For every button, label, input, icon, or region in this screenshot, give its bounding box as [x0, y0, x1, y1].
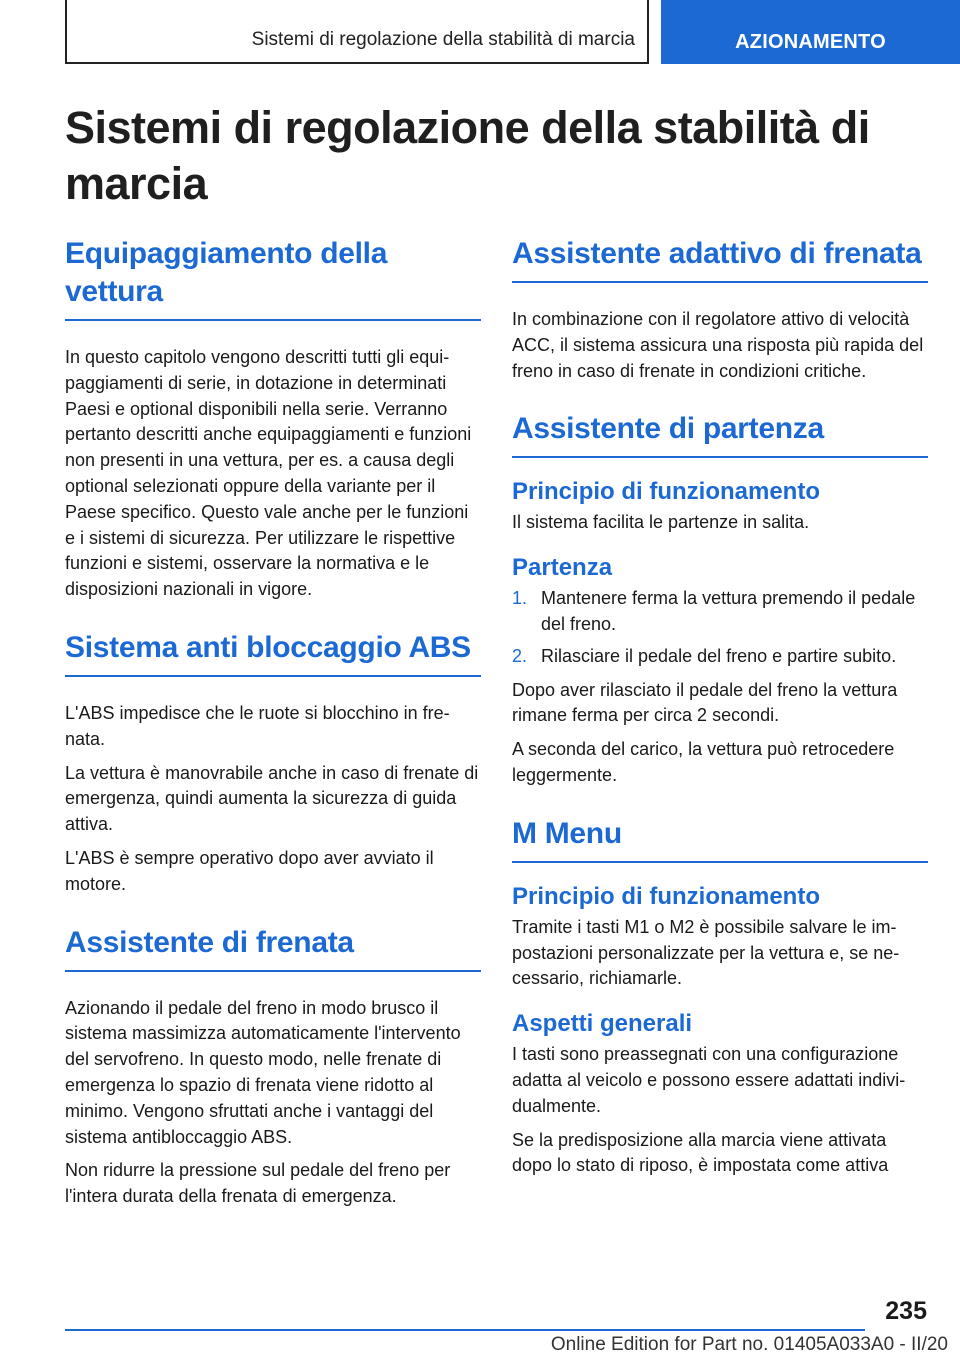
- paragraph-partenza-2: Dopo aver rilasciato il pedale del freno la vettura rimane ferma per circa 2 secondi.: [512, 679, 898, 726]
- list-item: [512, 644, 928, 670]
- page-number: 235: [885, 1297, 927, 1325]
- steps-list: [512, 586, 928, 669]
- paragraph-principio-m-menu: Tramite i tasti M1 o M2 è possibile salvare le impostazioni personalizzate per la vettura e, se necessario, richiamarle.: [512, 916, 900, 989]
- heading-assistente-partenza: Assistente di partenza: [512, 410, 928, 458]
- heading-assistente-adattivo: Assistente adattivo di frenata: [512, 235, 928, 283]
- heading-abs: Sistema anti bloccaggio ABS: [65, 629, 481, 677]
- paragraph-frenata-2: Non ridurre la pressione sul pedale del freno per l'intera durata della frenata di emergenza.: [65, 1160, 451, 1207]
- paragraph-equipaggiamento: In questo capitolo vengono descritti tutti gli equipaggiamenti di serie, in dotazione in determinati Paesi e optional disponibili nella serie. Verranno pertanto descritti anche equipaggiamenti e funzioni non presenti in una vettura, per es. a causa degli optional selezionati oppure della variante per il Paese specifico. Questo vale anche per le funzioni e i sistemi di sicurezza. Per utilizzare le rispettive funzioni e sistemi, osservare la normativa e le disposizioni nazionali in vigore.: [65, 347, 472, 600]
- page-title: Sistemi di regolazione della stabilità di marcia: [65, 102, 870, 209]
- paragraph-abs-1: L'ABS impedisce che le ruote si blocchino in frenata.: [65, 702, 450, 749]
- subheading-principio-m-menu: Principio di funzionamento: [512, 882, 820, 910]
- paragraph-aspetti-1: I tasti sono preassegnati con una configurazione adatta al veicolo e possono essere adattati individualmente.: [512, 1044, 906, 1116]
- subheading-aspetti-generali: Aspetti generali: [512, 1010, 693, 1038]
- list-item: [512, 586, 928, 638]
- heading-m-menu: M Menu: [512, 815, 928, 863]
- paragraph-adattivo: In combinazione con il regolatore attivo di velocità ACC, il sistema assicura una risposta più rapida del freno in caso di frenate in condizioni critiche.: [512, 309, 924, 381]
- paragraph-frenata-1: Azionando il pedale del freno in modo brusco il sistema massimizza automaticamente l'intervento del servofreno. In questo modo, nelle frenate di emergenza lo spazio di frenata viene ridotto al minimo. Vengono sfruttati anche i vantaggi del sistema antibloccaggio ABS.: [65, 997, 461, 1147]
- subheading-principio-partenza: Principio di funzionamento: [512, 478, 820, 506]
- footer-divider: [65, 1329, 865, 1331]
- subheading-partenza: Partenza: [512, 554, 613, 582]
- step-number: 1.: [512, 588, 528, 609]
- paragraph-abs-2: La vettura è manovrabile anche in caso di frenate di emergenza, quindi aumenta la sicurezza di guida attiva.: [65, 762, 479, 835]
- paragraph-principio-partenza: Il sistema facilita le partenze in salita.: [512, 512, 810, 533]
- header-chapter-title: Sistemi di regolazione della stabilità di marcia: [251, 29, 635, 50]
- heading-equipaggiamento: Equipaggiamento della vettura: [65, 235, 481, 321]
- step-text: Mantenere ferma la vettura premendo il pedale del freno.: [541, 588, 916, 634]
- step-number: 2.: [512, 645, 528, 666]
- footer-edition: Online Edition for Part no. 01405A033A0 - II/20: [550, 1334, 948, 1355]
- step-text: Rilasciare il pedale del freno e partire subito.: [541, 645, 897, 666]
- paragraph-partenza-3: A seconda del carico, la vettura può retrocedere leggermente.: [512, 739, 895, 785]
- heading-assistente-frenata: Assistente di frenata: [65, 924, 481, 972]
- paragraph-aspetti-2: Se la predisposizione alla marcia viene attivata dopo lo stato di riposo, è impostata come attiva: [512, 1129, 889, 1176]
- header-chapter-box: [65, 0, 649, 64]
- paragraph-abs-3: L'ABS è sempre operativo dopo aver avviato il motore.: [65, 847, 434, 894]
- header-section-tab: AZIONAMENTO: [661, 0, 960, 64]
- left-column: [65, 235, 481, 1218]
- right-column: [512, 235, 928, 1187]
